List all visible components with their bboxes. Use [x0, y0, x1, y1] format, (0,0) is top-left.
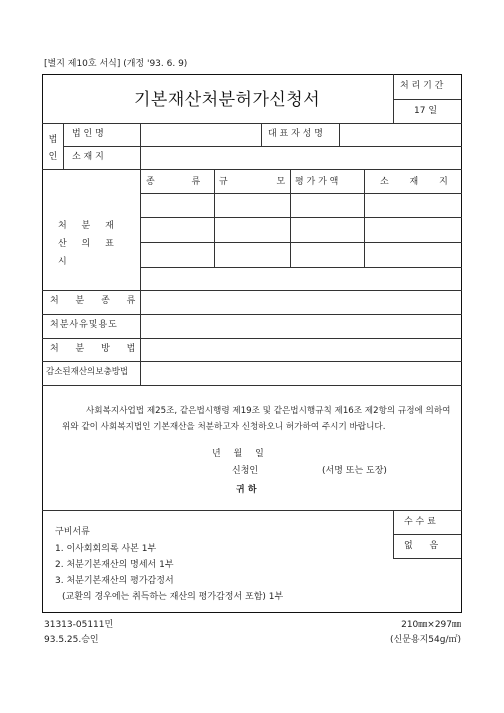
applicant-label: 신청인 [232, 466, 259, 476]
rows-label-divider [140, 290, 141, 385]
corp-mid-line [63, 146, 462, 147]
corp-side-divider [63, 123, 64, 169]
document-item: (교환의 경우에는 취득하는 재산의 평가감정서 포함) 1부 [62, 592, 284, 602]
document-item: 1. 이사회회의록 사본 1부 [55, 544, 157, 554]
fee-box-bottom [393, 558, 461, 559]
rep-label-right [339, 123, 340, 146]
paper-type: (신문용지54g/㎡) [390, 635, 461, 645]
corp-top-line [42, 123, 462, 124]
asset-row-4 [140, 267, 462, 268]
corporation-address-label: 소 재 지 [72, 152, 104, 162]
corporation-side-label: 법 인 [48, 135, 58, 162]
asset-col-2 [290, 169, 291, 267]
document-item: 3. 처분기본재산의 평가감정서 [55, 576, 174, 586]
frame-right [461, 74, 462, 613]
frame-left [42, 74, 43, 613]
asset-top-line [42, 169, 462, 170]
paper-size: 210㎜×297㎜ [401, 620, 461, 630]
asset-row-2 [140, 217, 462, 218]
representative-label: 대 표 자 성 명 [268, 129, 323, 139]
column-type: 종 류 [146, 177, 201, 187]
column-scale: 규 모 [219, 177, 286, 187]
disposal-method-label: 처 분 방 법 [50, 344, 136, 354]
processing-box-mid [393, 99, 461, 100]
asset-row-3 [140, 242, 462, 243]
column-appraised-value: 평 가 가 액 [295, 177, 339, 187]
rep-label-left [261, 123, 262, 146]
application-date: 년 월 일 [212, 449, 264, 459]
corporation-name-label: 법 인 명 [72, 129, 104, 139]
asset-col-1 [214, 169, 215, 267]
frame-top [42, 74, 462, 75]
row-line-3 [42, 338, 462, 339]
signature-note: (서명 또는 도장) [322, 466, 387, 476]
disposal-reason-label: 처분사유및용도 [50, 320, 118, 330]
documents-title: 구비서류 [55, 527, 90, 537]
corp-label-divider [140, 123, 141, 169]
application-statement: 사회복지사업법 제25조, 같은법시행령 제19조 및 같은법시행규칙 제16조 제2항의 규정에 의하여 위와 같이 사회복지법인 기본재산을 처분하고자 신청하오니 허가하여 주시기 바랍니다. [62, 406, 451, 432]
fee-box-mid [393, 534, 461, 535]
asset-section-label: 처 분 재 산 의 표 시 [58, 221, 114, 267]
row-line-4 [42, 361, 462, 362]
documents-top-line [42, 510, 462, 511]
approval-date: 93.5.25.승인 [44, 635, 99, 645]
document-item: 2. 처분기본재산의 명세서 1부 [55, 560, 174, 570]
asset-row-1 [140, 193, 462, 194]
addressee: 귀 하 [236, 485, 257, 495]
column-location: 소 재 지 [380, 177, 448, 187]
form-title: 기본재산처분허가신청서 [134, 90, 321, 110]
fee-value: 없 음 [404, 541, 439, 551]
frame-bottom [42, 612, 462, 613]
form-number-note: [별지 제10호 서식] (개정 '93. 6. 9) [44, 59, 188, 69]
processing-period-value: 17 일 [414, 106, 438, 116]
form-code: 31313-05111민 [44, 620, 114, 630]
processing-period-label: 처 리 기 간 [400, 81, 444, 91]
fee-label: 수 수 료 [404, 517, 436, 527]
row-line-1 [42, 290, 462, 291]
asset-label-divider [140, 169, 141, 290]
row-line-2 [42, 314, 462, 315]
compensation-method-label: 감소된재산의보충방법 [46, 367, 129, 377]
asset-col-3 [364, 169, 365, 267]
disposal-type-label: 처 분 종 류 [50, 296, 136, 306]
row-line-5 [42, 385, 462, 386]
